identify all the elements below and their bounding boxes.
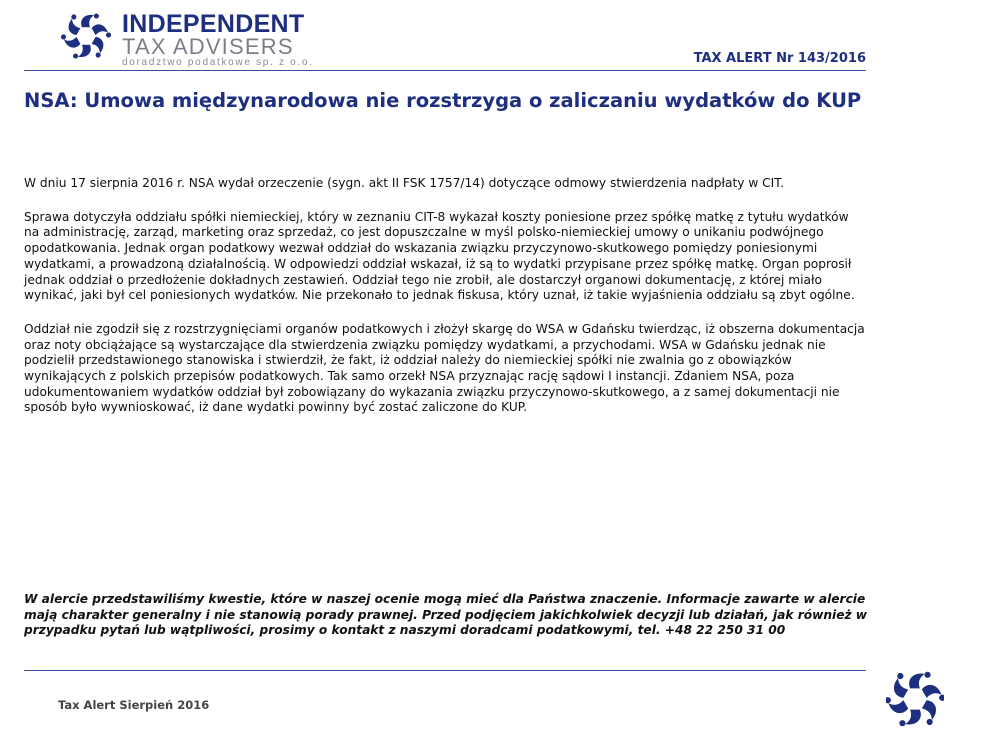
alert-number: TAX ALERT Nr 143/2016 xyxy=(693,51,866,66)
footer-divider xyxy=(24,670,866,671)
header-divider xyxy=(24,70,866,71)
logo-wordmark xyxy=(122,12,314,68)
disclaimer: W alercie przedstawiliśmy kwestie, które w naszej ocenie mogą mieć dla Państwa znaczenie. Informacje zawarte w alercie mają charakter generalny i nie stanowią porady prawnej. Przed podjęciem jakichkolwiek decyzji lub działań, jak również w przypadku pytań lub wątpliwości, prosimy o kontakt z naszymi doradcami podatkowymi, tel. +48 22 250 31 00 xyxy=(24,592,868,638)
footer-logo xyxy=(886,670,944,732)
company-logo xyxy=(58,12,314,68)
logo-line-tax-advisers: TAX ADVISERS xyxy=(122,34,294,59)
footer-label: Tax Alert Sierpień 2016 xyxy=(58,698,210,712)
article-paragraph-1: W dniu 17 sierpnia 2016 r. NSA wydał orzeczenie (sygn. akt II FSK 1757/14) dotyczące odmowy stwierdzenia nadpłaty w CIT. xyxy=(24,176,785,190)
article-title: NSA: Umowa międzynarodowa nie rozstrzyga o zaliczaniu wydatków do KUP xyxy=(24,89,862,112)
article-paragraph-2: Sprawa dotyczyła oddziału spółki niemieckiej, który w zeznaniu CIT-8 wykazał koszty poniesione przez spółkę matkę z tytułu wydatków na administrację, zarząd, marketing oraz sprzedaż, co jest dopuszczalne w myśl polsko-niemieckiej umowy o unikaniu podwójnego opodatkowania. Jednak organ podatkowy wezwał oddział do wskazania związku przyczynowo-skutkowego pomiędzy poniesionymi wydatkami, a prowadzoną działalnością. W odpowiedzi oddział wskazał, iż są to wydatki przypisane przez spółkę matkę. Organ poprosił jednak oddział o przedłożenie dokładnych zestawień. Oddział tego nie zrobił, ale dostarczył organowi dokumentację, z której miało wynikać, jaki był cel poniesionych wydatków. Nie przekonało to jednak fiskusa, który uznał, iż takie wyjaśnienia oddziału są zbyt ogólne. xyxy=(24,209,855,303)
logo-line-tagline: doradztwo podatkowe sp. z o.o. xyxy=(122,57,314,68)
article-body xyxy=(24,176,866,434)
article-paragraph-3: Oddział nie zgodził się z rozstrzygnięciami organów podatkowych i złożył skargę do WSA w Gdańsku twierdząc, iż obszerna dokumentacja oraz noty obciążające są wystarczające dla stwierdzenia związku pomiędzy wydatkami, a przychodami. WSA w Gdańsku jednak nie podzielił przedstawionego stanowiska i stwierdził, że fakt, iż oddział należy do niemieckiej spółki nie zwalnia go z obowiązków wynikających z polskich przepisów podatkowych. Tak samo orzekł NSA przyznając rację sądowi I instancji. Zdaniem NSA, poza udokumentowaniem wydatków oddział był zobowiązany do wykazania związku przyczynowo-skutkowego, a z samej dokumentacji nie sposób było wywnioskować, iż dane wydatki powinny być zostać zaliczone do KUP. xyxy=(24,321,865,415)
logo-line-independent: INDEPENDENT xyxy=(122,10,305,38)
pinwheel-logo-icon xyxy=(886,670,944,728)
pinwheel-logo-icon xyxy=(58,12,114,60)
